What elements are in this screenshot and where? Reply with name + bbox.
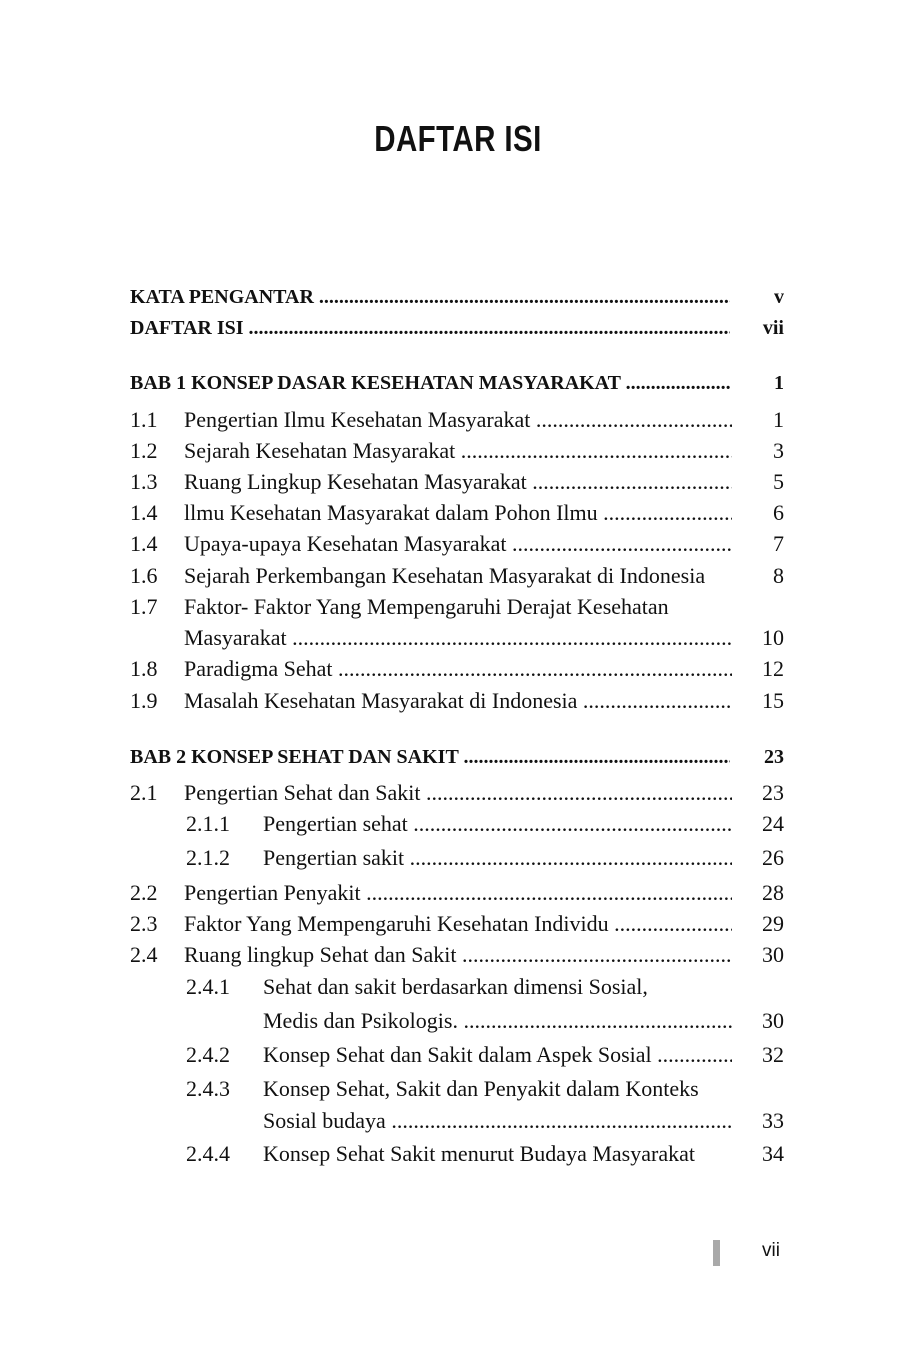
toc-entry-number: 1.3 [130, 469, 158, 494]
toc-entry-number: 1.7 [130, 594, 158, 619]
toc-entry-number: 2.2 [130, 880, 158, 905]
toc-entry-page: 23 [762, 780, 784, 805]
toc-subentry-continuation [130, 1106, 784, 1136]
toc-entry-page: v [774, 286, 784, 308]
toc-entry-title: Konsep Sehat Sakit menurut Budaya Masyarakat [263, 1141, 695, 1166]
toc-entry [130, 529, 784, 559]
toc-entry-title: Faktor- Faktor Yang Mempengaruhi Derajat Kesehatan [184, 594, 669, 619]
page-title: DAFTAR ISI [374, 118, 542, 159]
toc-entry-title: Sehat dan sakit berdasarkan dimensi Sosial, [263, 974, 648, 999]
toc-subentry [130, 972, 784, 1002]
toc-entry [130, 561, 784, 591]
toc-entry-number: 2.1.2 [186, 845, 230, 870]
toc-chapter [130, 368, 784, 398]
footer-page-number: vii [762, 1240, 780, 1261]
toc-chapter-title: BAB 2 KONSEP SEHAT DAN SAKIT ..... [130, 742, 730, 772]
toc-entry-page: 29 [762, 911, 784, 936]
toc-entry-number: 1.6 [130, 563, 158, 588]
toc-entry-title: Pengertian sehat ..... [263, 809, 732, 839]
toc-entry [130, 654, 784, 684]
toc-entry-page: 5 [773, 469, 784, 494]
toc-entry [130, 498, 784, 528]
toc-entry-page: 30 [762, 1008, 784, 1033]
toc-entry-number: 2.4.3 [186, 1076, 230, 1101]
toc-subentry [130, 809, 784, 839]
toc-entry-page: 26 [762, 845, 784, 870]
toc-entry-page: 32 [762, 1042, 784, 1067]
toc-entry-page: 6 [773, 500, 784, 525]
toc-entry-title: Sosial budaya ..... [263, 1106, 732, 1136]
toc-chapter-title: BAB 1 KONSEP DASAR KESEHATAN MASYARAKAT ..... [130, 368, 730, 398]
toc-entry-number: 2.3 [130, 911, 158, 936]
toc-entry-page: 30 [762, 942, 784, 967]
toc-subentry [130, 1139, 784, 1169]
toc-subentry [130, 1040, 784, 1070]
toc-entry-number: 1.8 [130, 656, 158, 681]
toc-entry [130, 313, 784, 343]
toc-entry-title: KATA PENGANTAR ..... [130, 282, 730, 312]
toc-entry [130, 405, 784, 435]
toc-entry-title: Pengertian sakit ..... [263, 843, 732, 873]
toc-entry-number: 2.1.1 [186, 811, 230, 836]
toc-entry [130, 436, 784, 466]
toc-entry-number: 1.4 [130, 500, 158, 525]
toc-entry-title: Faktor Yang Mempengaruhi Kesehatan Individu ..... [184, 909, 732, 939]
toc-entry-page: 10 [762, 625, 784, 650]
toc-entry-title: Ruang lingkup Sehat dan Sakit ..... [184, 940, 732, 970]
toc-entry-number: 1.4 [130, 531, 158, 556]
toc-entry [130, 282, 784, 312]
toc-chapter [130, 742, 784, 772]
toc-subentry-continuation [130, 1006, 784, 1036]
toc-entry-page: 24 [762, 811, 784, 836]
toc-entry-page: 34 [762, 1141, 784, 1166]
toc-entry-title: Masyarakat ..... [184, 623, 732, 653]
toc-entry-number: 2.4.1 [186, 974, 230, 999]
toc-entry-number: 1.1 [130, 407, 158, 432]
toc-subentry [130, 843, 784, 873]
toc-entry-page: 15 [762, 688, 784, 713]
toc-chapter-page: 1 [774, 372, 784, 394]
toc-entry-page: vii [762, 317, 784, 339]
toc-entry-title: Sejarah Perkembangan Kesehatan Masyarakat di Indonesia [184, 563, 706, 588]
toc-entry-title: Konsep Sehat dan Sakit dalam Aspek Sosial ..... [263, 1040, 732, 1070]
toc-entry-number: 2.4 [130, 942, 158, 967]
toc-entry-title: Sejarah Kesehatan Masyarakat ..... [184, 436, 732, 466]
toc-entry-continuation [130, 623, 784, 653]
toc-entry-title: Pengertian Penyakit ..... [184, 878, 732, 908]
toc-entry [130, 878, 784, 908]
toc-entry-number: 2.4.2 [186, 1042, 230, 1067]
toc-subentry [130, 1074, 784, 1104]
footer-bar [713, 1240, 720, 1266]
toc-entry-page: 3 [773, 438, 784, 463]
toc-entry-title: Upaya-upaya Kesehatan Masyarakat ..... [184, 529, 732, 559]
toc-entry-title: Medis dan Psikologis. ..... [263, 1006, 732, 1036]
toc-entry-title: Paradigma Sehat ..... [184, 654, 732, 684]
toc-entry-page: 12 [762, 656, 784, 681]
toc-entry-page: 7 [773, 531, 784, 556]
toc-entry-title: Ruang Lingkup Kesehatan Masyarakat ..... [184, 467, 732, 497]
toc-entry-page: 1 [773, 407, 784, 432]
toc-entry-title: Pengertian Ilmu Kesehatan Masyarakat ..... [184, 405, 732, 435]
toc-entry [130, 686, 784, 716]
toc-entry-title: Konsep Sehat, Sakit dan Penyakit dalam Konteks [263, 1076, 699, 1101]
toc-entry-number: 1.2 [130, 438, 158, 463]
toc-entry-title: llmu Kesehatan Masyarakat dalam Pohon Ilmu ..... [184, 498, 732, 528]
toc-entry-title: Pengertian Sehat dan Sakit ..... [184, 778, 732, 808]
toc-entry-title: DAFTAR ISI ..... [130, 313, 730, 343]
toc-entry [130, 778, 784, 808]
toc-entry-number: 2.4.4 [186, 1141, 230, 1166]
toc-entry [130, 467, 784, 497]
toc-entry-number: 2.1 [130, 780, 158, 805]
toc-entry-title: Masalah Kesehatan Masyarakat di Indonesia ..... [184, 686, 732, 716]
toc-entry-number: 1.9 [130, 688, 158, 713]
toc-entry [130, 940, 784, 970]
toc-chapter-page: 23 [764, 746, 784, 768]
toc-entry-page: 33 [762, 1108, 784, 1133]
toc-entry-page: 8 [773, 563, 784, 588]
toc-entry-page: 28 [762, 880, 784, 905]
toc-entry [130, 909, 784, 939]
toc-entry [130, 592, 784, 622]
